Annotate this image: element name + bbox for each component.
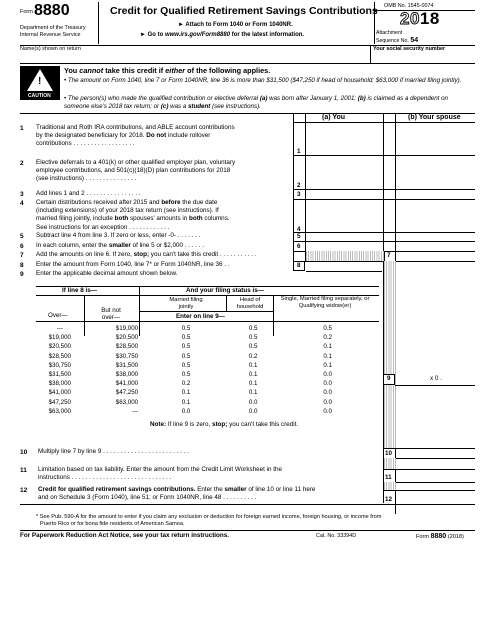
rate-table-cell: 0.5	[248, 325, 258, 332]
line-4-number: 4	[20, 200, 24, 207]
line-11-text: Limitation based on tax liability. Enter the amount from the Credit Limit Worksheet in the instructions . . . . . . . . . . . . . . . . . . . . . . . . . . . . .	[38, 466, 283, 482]
dept-line2: Internal Revenue Service	[20, 32, 81, 38]
line-10-text: Multiply line 7 by line 9 . . . . . . . . . . . . . . . . . . . . . . . . .	[38, 448, 189, 455]
line-7-input[interactable]	[396, 251, 474, 261]
rate-table-cell: ---	[56, 325, 63, 332]
line-8-text: Enter the amount from Form 1040, line 7* or Form 1040NR, line 36 . .	[36, 261, 230, 268]
rate-table-cell: 0.1	[248, 389, 258, 397]
rate-table-row	[36, 352, 379, 361]
rate-table-status-header: And your filing status is—	[186, 287, 265, 294]
rate-table-cell: 0.5	[181, 343, 191, 351]
sequence-label: Sequence No. 54	[376, 37, 419, 44]
rate-table-over-header: Over—	[48, 312, 68, 319]
goto-line: ► Go to www.irs.gov/Form8880 for the latest information.	[140, 32, 305, 38]
line-1-spouse-input[interactable]	[396, 143, 474, 155]
attach-line: ► Attach to Form 1040 or Form 1040NR.	[178, 22, 293, 28]
rate-table-cell: $20,500	[115, 334, 139, 342]
cat-number: Cat. No. 33394D	[316, 533, 357, 539]
line-6-text: In each column, enter the smaller of line 5 or $2,000 . . . . . .	[36, 242, 205, 249]
line-12-box-label: 12	[385, 496, 393, 503]
rate-table-cell: 0.1	[323, 361, 332, 369]
rate-table-row	[36, 398, 379, 407]
line-2-number: 2	[20, 160, 24, 167]
rate-table-cell: $28,500	[48, 352, 71, 360]
rate-table-row	[36, 333, 379, 342]
rate-table-cell: $19,000	[48, 334, 71, 342]
page-title: Credit for Qualified Retirement Savings Contributions	[110, 5, 378, 17]
paperwork-notice: For Paperwork Reduction Act Notice, see your tax return instructions.	[20, 532, 230, 539]
line-3-text: Add lines 1 and 2 . . . . . . . . . . . . . . . .	[36, 190, 141, 197]
line-12-input[interactable]	[396, 491, 474, 503]
rate-table-row	[36, 361, 379, 370]
omb-number: OMB No. 1545-0074	[384, 3, 434, 9]
rate-table	[36, 324, 379, 416]
rate-table-cell: 0.1	[248, 380, 258, 388]
rate-table-cell: 0.5	[181, 371, 191, 379]
rate-table-note: Note: If line 9 is zero, stop; you can't take this credit.	[150, 421, 299, 428]
rate-table-hoh-header: Head of household	[236, 297, 264, 310]
line-6-spouse-input[interactable]	[396, 242, 474, 251]
line-6-box-label: 6	[297, 243, 301, 250]
rate-table-butnot-header: But not over—	[101, 307, 121, 321]
ssn-label: Your social security number	[373, 46, 446, 52]
form-label: Form	[20, 9, 33, 15]
line-12-text: Credit for qualified retirement savings contributions. Enter the smaller of line 10 or line 11 here and on Schedule 3 (Form 1040), line 51; or Form 1040NR, line 48 . . . . . . . . . .	[38, 486, 316, 502]
rate-table-cell: 0.0	[323, 407, 332, 415]
line-2-you-input[interactable]	[306, 178, 382, 189]
rate-table-cell: ---	[131, 407, 139, 415]
rate-table-cell: 0.2	[181, 380, 191, 388]
name-field[interactable]	[20, 52, 370, 62]
line-11-box-label: 11	[385, 474, 392, 481]
rate-table-cell: 0.0	[248, 398, 258, 406]
rate-table-cell: 0.0	[323, 389, 332, 397]
rate-table-cell: $38,000	[48, 380, 71, 388]
line-7-number: 7	[20, 252, 24, 259]
line-10-box-label: 10	[385, 450, 393, 457]
form-number: 8880	[34, 2, 70, 19]
rate-table-enter-header: Enter on line 9—	[176, 313, 225, 320]
line-11-input[interactable]	[396, 470, 474, 482]
rate-table-cell: 0.2	[323, 334, 332, 342]
column-a-header: (a) You	[322, 114, 346, 121]
rate-table-row	[36, 407, 379, 416]
rate-table-cell: 0.5	[323, 325, 332, 332]
name-label: Name(s) shown on return	[20, 46, 81, 52]
line-6-number: 6	[20, 243, 24, 250]
line-9-text: Enter the applicable decimal amount shown below.	[36, 270, 178, 277]
line-3-number: 3	[20, 191, 24, 198]
line-8-box-label: 8	[297, 262, 301, 269]
rate-table-cell: $38,000	[115, 371, 139, 379]
line-8-input[interactable]	[306, 261, 382, 272]
line-3-spouse-input[interactable]	[396, 190, 474, 199]
rate-table-row	[36, 379, 379, 388]
rate-table-cell: 0.0	[248, 407, 258, 415]
line-4-you-input[interactable]	[306, 222, 382, 232]
rate-table-cell: $30,750	[115, 352, 139, 360]
rate-table-cell: $41,000	[48, 389, 71, 397]
line-5-number: 5	[20, 233, 24, 240]
rate-table-row	[36, 342, 379, 351]
caution-intro: You cannot take this credit if either of the following applies.	[64, 66, 271, 75]
tax-year: 2018	[400, 9, 440, 28]
rate-table-cell: 0.1	[181, 389, 191, 397]
line-12-number: 12	[20, 487, 28, 494]
line-5-box-label: 5	[297, 233, 301, 240]
footer-form-id: Form 8880 (2018)	[416, 533, 464, 540]
rate-table-cell: 0.0	[323, 380, 332, 388]
rate-table-cell: 0.5	[248, 334, 258, 342]
rate-table-cell: $47,250	[115, 389, 139, 397]
line-4-text: Certain distributions received after 2015 and before the due date (including extensions) of your 2018 tax return (see instructions). If married filing jointly, include both spouses' amounts in both columns. See instructions for an exception . . . . . . . . . . . .	[36, 199, 230, 231]
rate-table-cell: 0.1	[323, 343, 332, 351]
rate-table-cell: $41,000	[115, 380, 139, 388]
rate-table-cell: 0.5	[181, 325, 191, 332]
line-5-spouse-input[interactable]	[396, 233, 474, 241]
rate-table-single-header: Single, Married filing separately, or Qualifying widow(er)	[280, 296, 370, 310]
line-10-input[interactable]	[396, 449, 474, 458]
rate-table-cell: 0.5	[181, 352, 191, 360]
rate-table-cell: 0.0	[181, 407, 191, 415]
rate-table-cell: 0.5	[248, 343, 258, 351]
line-4-spouse-input[interactable]	[396, 222, 474, 232]
line-9-box-label: 9	[387, 375, 391, 382]
rate-table-cell: 0.1	[323, 352, 332, 360]
line-5-you-input[interactable]	[306, 233, 382, 241]
caution-icon: ! CAUTION	[20, 66, 60, 100]
rate-table-row	[36, 388, 379, 397]
rate-table-cell: $63,000	[115, 398, 139, 406]
rate-table-cell: $47,250	[48, 398, 71, 406]
rate-table-cell: 0.1	[248, 371, 258, 379]
rate-table-cell: 0.1	[181, 398, 191, 406]
line-1-box-label: 1	[297, 148, 301, 155]
rate-table-cell: 0.0	[323, 398, 332, 406]
line-9-number: 9	[20, 271, 24, 278]
line-4-box-label: 4	[297, 226, 301, 233]
line-3-you-input[interactable]	[306, 190, 382, 199]
line-3-box-label: 3	[297, 191, 301, 198]
caution-bullet-2: • The person(s) who made the qualified contribution or elective deferral (a) was born after January 1, 2001; (b) is claimed as a dependent on someone else's 2018 tax return; or (c) was a student (see instructions).	[64, 95, 448, 110]
line-10-number: 10	[20, 449, 28, 456]
line-8-number: 8	[20, 262, 24, 269]
footnote: * See Pub. 590-A for the amount to enter if you claim any exclusion or deduction for foreign earned income, foreign housing, or income from Puerto Rico or for bona fide residents of American Samoa.	[36, 514, 382, 527]
attachment-label: Attachment	[376, 30, 403, 36]
rate-table-cell: $19,000	[115, 325, 139, 332]
caution-bullet-1: • The amount on Form 1040, line 7 or Form 1040NR, line 36 is more than $31,500 ($47,250 if head of household; $63,000 if married filing jointly).	[64, 77, 462, 84]
line-9-input[interactable]: x 0 .	[430, 375, 442, 382]
line-1-text: Traditional and Roth IRA contributions, and ABLE account contributions by the designated beneficiary for 2018. Do not include rollover contributions . . . . . . . . . . . . . . . . . .	[36, 124, 235, 148]
rate-table-cell: $31,500	[115, 361, 139, 369]
line-2-text: Elective deferrals to a 401(k) or other qualified employer plan, voluntary employee contributions, and 501(c)(18)(D) plan contributions for 2018 (see instructions) . . . . . . . . . . . . . . .	[36, 159, 236, 183]
rate-table-cell: $28,500	[115, 343, 139, 351]
line-11-number: 11	[20, 467, 27, 474]
rate-table-cell: $20,500	[48, 343, 71, 351]
rate-table-line8-header: If line 8 is—	[62, 287, 97, 294]
rate-table-row	[36, 370, 379, 379]
line-6-you-input[interactable]	[306, 242, 382, 251]
rate-table-cell: 0.0	[323, 371, 332, 379]
rate-table-mfj-header: Married filing jointly	[169, 297, 203, 310]
rate-table-cell: $63,000	[48, 407, 71, 415]
rate-table-cell: 0.5	[181, 361, 191, 369]
line-2-box-label: 2	[297, 182, 301, 189]
irs-link[interactable]: www.irs.gov/Form8880	[164, 32, 231, 38]
rate-table-cell: $31,500	[48, 371, 71, 379]
line-1-number: 1	[20, 125, 24, 132]
line-1-you-input[interactable]	[306, 143, 382, 155]
rate-table-row	[36, 324, 379, 333]
ssn-field[interactable]	[373, 53, 473, 62]
line-7-text: Add the amounts on line 6. If zero, stop; you can't take this credit . . . . . . . . . . .	[36, 251, 257, 258]
line-2-spouse-input[interactable]	[396, 178, 474, 189]
column-b-header: (b) Your spouse	[408, 114, 461, 121]
rate-table-cell: 0.1	[248, 361, 258, 369]
rate-table-cell: 0.2	[248, 352, 258, 360]
rate-table-cell: $30,750	[48, 361, 71, 369]
rate-table-cell: 0.5	[181, 334, 191, 342]
dept-line1: Department of the Treasury	[20, 25, 86, 31]
line-7-box-label: 7	[387, 252, 391, 259]
line-5-text: Subtract line 4 from line 3. If zero or less, enter -0- . . . . . . .	[36, 232, 201, 239]
